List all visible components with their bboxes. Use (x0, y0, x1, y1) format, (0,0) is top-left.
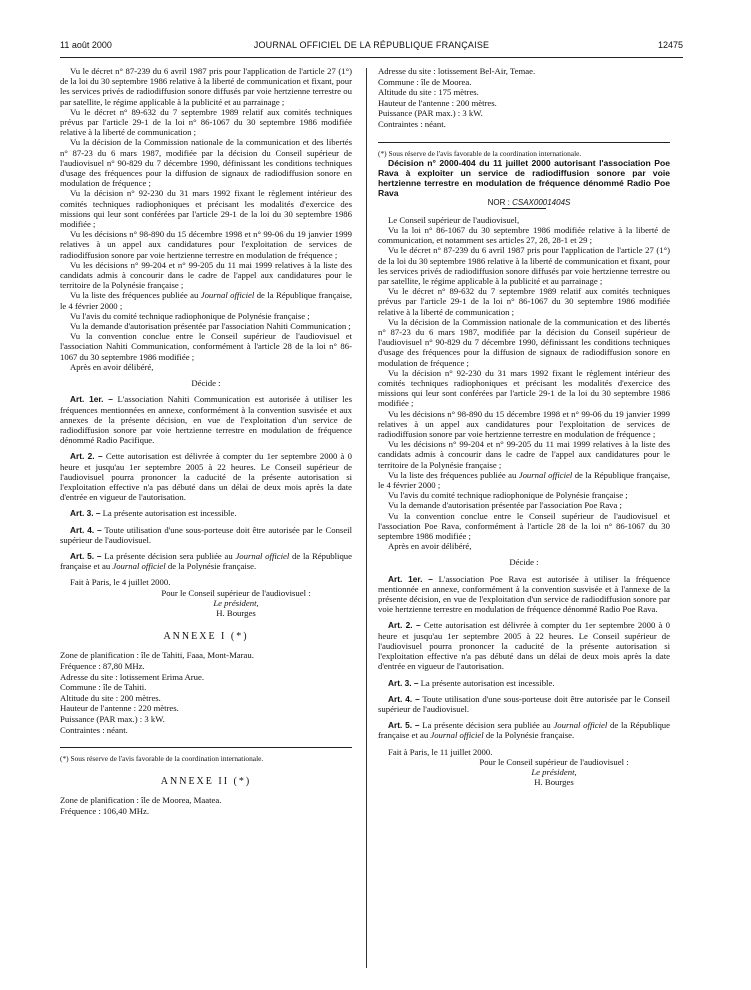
annex-2-body (60, 795, 352, 816)
footnote: (*) Sous réserve de l'avis favorable de la coordination internationale. (378, 148, 582, 158)
annex-line: Adresse du site : lotissement Bel-Air, Temae. (378, 66, 536, 76)
signature-role: Le président, (531, 766, 577, 777)
column-divider (366, 68, 367, 968)
vu-avis-paragraph: Vu l'avis du comité technique radiophonique de Polynésie française ; (70, 310, 310, 321)
article-3: Art. 3. – La présente autorisation est incessible. (388, 677, 555, 688)
vu-paragraph: Vu le décret n° 89-632 du 7 septembre 1989 relatif aux comités techniques prévus par l'article 29-1 de la loi n° 86-1067 du 30 septembre 1986 modifiée relative à la liberté de communication ; (60, 106, 352, 138)
annex-line: Hauteur de l'antenne : 220 mètres. (60, 703, 179, 714)
annex-line: Hauteur de l'antenne : 200 mètres. (378, 97, 497, 108)
annex-line: Fréquence : 106,40 MHz. (60, 805, 150, 816)
title-rule (502, 208, 546, 209)
article-2: Art. 2. – Cette autorisation est délivrée à compter du 1er septembre 2000 à 0 heure et jusqu'au 1er septembre 2005 à 22 heures. Le Conseil supérieur de l'audiovisuel pourra prononcer la caducité de la présente autorisation si l'exploitation effective n'a pas débuté dans un délai de deux mois après la date d'entrée en vigueur de l'autorisation. (60, 451, 352, 503)
article-5: Art. 5. – La présente décision sera publiée au Journal officiel de la République française et au Journal officiel de la Polynésie française. (60, 550, 353, 572)
annex-line: Zone de planification : île de Tahiti, Faaa, Mont-Marau. (60, 650, 254, 661)
signature-name: H. Bourges (534, 777, 574, 788)
annex-line: Puissance (PAR max.) : 3 kW. (378, 108, 483, 119)
page-header (60, 40, 683, 54)
apres-deliberation: Après en avoir délibéré, (70, 361, 154, 372)
annex-line: Altitude du site : 175 mètres. (378, 87, 479, 98)
article-1: Art. 1er. – L'association Poe Rava est autorisée à utiliser la fréquence mentionnée en annexe, conformément à la convention susvisée et à l'annexe de la présente décision, en vue de l'exploitation d'un service de radiodiffusion sonore par voie hertzienne terrestre en modulation de fréquence dénommé Radio Poe Rava. (378, 573, 670, 615)
annex-line: Puissance (PAR max.) : 3 kW. (60, 713, 165, 724)
journal-title: JOURNAL OFFICIEL DE LA RÉPUBLIQUE FRANÇAISE (253, 40, 490, 50)
annex-line: Fréquence : 87,80 MHz. (60, 660, 145, 671)
fait-a-paris: Fait à Paris, le 4 juillet 2000. (70, 577, 171, 588)
vu-paragraph: Vu la décision n° 92-230 du 31 mars 1992 fixant le règlement intérieur des comités techniques radiophoniques et précisant les modalités d'exercice des missions qui leur sont conférées par l'article 29-1 de la loi du 30 septembre 1986 modifiée ; (378, 367, 670, 409)
fait-a-paris: Fait à Paris, le 11 juillet 2000. (388, 746, 493, 757)
article-5: Art. 5. – La présente décision sera publiée au Journal officiel de la République française et au Journal officiel de la Polynésie française. (378, 720, 671, 741)
annex-line: Adresse du site : lotissement Erima Arue. (60, 671, 205, 682)
signature-line: Pour le Conseil supérieur de l'audiovisuel : (161, 587, 311, 598)
header-rule (60, 57, 683, 58)
decide-heading: Décide : (191, 378, 221, 389)
annex-1-title: ANNEXE I (*) (163, 631, 249, 643)
vu-paragraph: Vu le décret n° 87-239 du 6 avril 1987 pris pour l'application de l'article 27 (1°) de la loi du 30 septembre 1986 relative à la liberté de communication et fixant, pour les services privés de radiodiffusion sonore diffusés par voie hertzienne terrestre ou par satellite, le régime applicable à la publicité et au parrainage ; (60, 66, 352, 107)
vu-paragraph: Vu la décision de la Commission nationale de la communication et des libertés n° 87-23 du 6 mars 1987, modifiée par la décision du Conseil supérieur de l'audiovisuel n° 90-829 du 7 décembre 1990, définissant les conditions techniques d'usage des fréquences pour la diffusion de signaux de radiodiffusion sonore en modulation de fréquence ; (378, 316, 670, 368)
apres-deliberation: Après en avoir délibéré, (388, 541, 472, 552)
annex-1-body (60, 650, 352, 735)
annex-2-title: ANNEXE II (*) (160, 776, 252, 788)
vu-demande-paragraph: Vu la demande d'autorisation présentée par l'association Nahiti Communication ; (70, 321, 351, 332)
nor-reference: NOR : CSAX0001404S (487, 197, 571, 207)
annex-2-continued (378, 66, 670, 130)
left-column (60, 66, 352, 817)
vu-liste-paragraph: Vu la liste des fréquences publiée au Journal officiel de la République française, le 4 février 2000 ; (60, 290, 352, 311)
vu-paragraph: Vu les décisions n° 99-204 et n° 99-205 du 11 mai 1999 relatives à la liste des candidats admis à concourir dans le cadre de l'appel aux candidatures pour le territoire de la Polynésie française ; (378, 439, 670, 470)
article-3: Art. 3. – La présente autorisation est incessible. (70, 508, 237, 519)
conseil-intro: Le Conseil supérieur de l'audiovisuel, (388, 214, 520, 225)
vu-paragraph: Vu la loi n° 86-1067 du 30 septembre 1986 modifiée relative à la liberté de communication, et notamment ses articles 27, 28, 28-1 et 29 ; (378, 224, 670, 246)
annex-line: Commune : île de Moorea. (378, 76, 472, 87)
annex-line: Contraintes : néant. (378, 118, 446, 129)
vu-avis-paragraph: Vu l'avis du comité technique radiophonique de Polynésie française ; (388, 490, 628, 501)
decide-heading: Décide : (509, 557, 539, 568)
article-2: Art. 2. – Cette autorisation est délivrée à compter du 1er septembre 2000 à 0 heure et jusqu'au 1er septembre 2005 à 22 heures. Le Conseil supérieur de l'audiovisuel pourra prononcer la caducité de la présente autorisation si l'exploitation effective n'a pas débuté dans un délai de deux mois après la date d'entrée en vigueur de l'autorisation. (378, 620, 670, 672)
annex-line: Altitude du site : 200 mètres. (60, 692, 161, 703)
vu-paragraph: Vu la décision de la Commission nationale de la communication et des libertés n° 87-23 du 6 mars 1987, modifiée par la décision du Conseil supérieur de l'audiovisuel n° 90-829 du 7 décembre 1990, définissant les conditions techniques d'usage des fréquences pour la diffusion de signaux de radiodiffusion sonore en modulation de fréquence ; (60, 137, 352, 189)
vu-demande-paragraph: Vu la demande d'autorisation présentée par l'association Poe Rava ; (388, 500, 622, 511)
footnote: (*) Sous réserve de l'avis favorable de la coordination internationale. (60, 754, 264, 764)
annex-line: Zone de planification : île de Moorea, Maatea. (60, 795, 222, 806)
annex-line: Contraintes : néant. (60, 724, 128, 735)
footnote-rule (60, 747, 352, 748)
signature-name: H. Bourges (216, 607, 256, 618)
signature-role: Le président, (213, 597, 259, 608)
vu-liste-paragraph: Vu la liste des fréquences publiée au Journal officiel de la République française, le 4 février 2000 ; (378, 469, 670, 491)
vu-convention-paragraph: Vu la convention conclue entre le Conseil supérieur de l'audiovisuel et l'association Nahiti Communication, conformément à l'article 28 de la loi n° 86-1067 du 30 septembre 1986 modifiée ; (60, 331, 352, 362)
decision-title: Décision n° 2000-404 du 11 juillet 2000 autorisant l'association Poe Rava à exploiter un service de radiodiffusion sonore par voie hertzienne terrestre en modulation de fréquence dénommé Radio Poe Rava (378, 157, 670, 198)
vu-paragraph: Vu les décisions n° 98-890 du 15 décembre 1998 et n° 99-06 du 19 janvier 1999 relatives à un appel aux candidatures pour l'exploitation de services de radiodiffusion sonore par voie hertzienne terrestre en modulation de fréquence ; (378, 408, 670, 440)
article-4: Art. 4. – Toute utilisation d'une sous-porteuse doit être autorisée par le Conseil supérieur de l'audiovisuel. (378, 693, 670, 714)
vu-paragraph: Vu la décision n° 92-230 du 31 mars 1992 fixant le règlement intérieur des comités techniques radiophoniques et précisant les modalités d'exercice des missions qui leur sont conférées par l'article 29-1 de la loi du 30 septembre 1986 modifiée ; (60, 188, 352, 230)
right-column (378, 66, 670, 787)
page-number: 12475 (657, 40, 683, 50)
article-1: Art. 1er. – L'association Nahiti Communication est autorisée à utiliser les fréquences mentionnées en annexe, conformément à la convention susvisée et aux annexes de la présente décision, en vue de l'exploitation d'un service de radiodiffusion sonore par voie hertzienne terrestre en modulation de fréquence dénommé Radio Pacifique. (60, 394, 353, 446)
footnote-rule (378, 142, 670, 143)
signature-line: Pour le Conseil supérieur de l'audiovisuel : (479, 756, 629, 767)
vu-paragraph: Vu le décret n° 87-239 du 6 avril 1987 pris pour l'application de l'article 27 (1°) de la loi du 30 septembre 1986 relative à la liberté de communication et fixant, pour les services privés de radiodiffusion sonore diffusés par voie hertzienne terrestre ou par satellite, le régime applicable à la publicité et au parrainage ; (378, 245, 670, 286)
vu-paragraph: Vu les décisions n° 98-890 du 15 décembre 1998 et n° 99-06 du 19 janvier 1999 relatives à un appel aux candidatures pour l'exploitation de services de radiodiffusion sonore par voie hertzienne terrestre en modulation de fréquence ; (60, 229, 352, 260)
article-4: Art. 4. – Toute utilisation d'une sous-porteuse doit être autorisée par le Conseil supérieur de l'audiovisuel. (60, 524, 352, 545)
vu-paragraph: Vu le décret n° 89-632 du 7 septembre 1989 relatif aux comités techniques prévus par l'article 29-1 de la loi n° 86-1067 du 30 septembre 1986 modifiée relative à la liberté de communication ; (378, 286, 670, 317)
annex-line: Commune : île de Tahiti. (60, 682, 147, 693)
issue-date: 11 août 2000 (60, 40, 112, 50)
vu-paragraph: Vu les décisions n° 99-204 et n° 99-205 du 11 mai 1999 relatives à la liste des candidats admis à concourir dans le cadre de l'appel aux candidatures pour le territoire de la Polynésie française ; (60, 259, 352, 291)
vu-convention-paragraph: Vu la convention conclue entre le Conseil supérieur de l'audiovisuel et l'association Poe Rava, conformément à l'article 28 de la loi n° 86-1067 du 30 septembre 1986 modifiée ; (378, 510, 670, 542)
